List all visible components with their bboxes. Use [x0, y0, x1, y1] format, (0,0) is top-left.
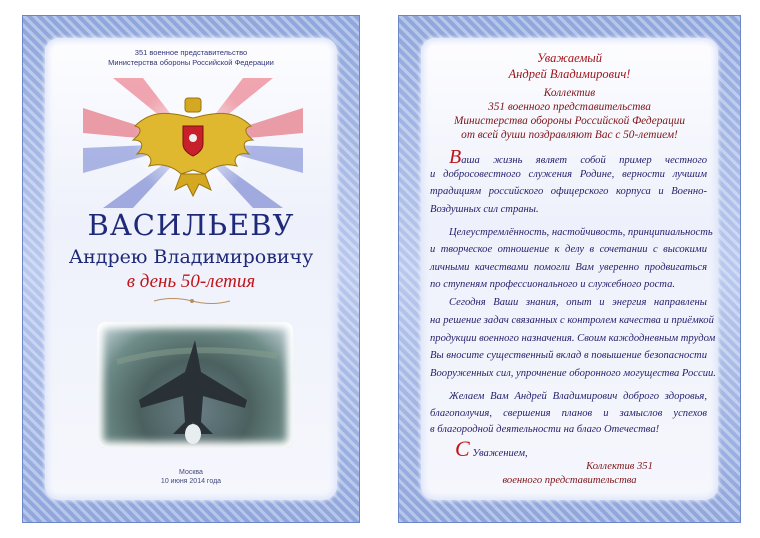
- intro: [399, 86, 740, 142]
- paragraph-line: Вооруженных сил, упрочнение оборонного могущества России.: [430, 368, 716, 379]
- organization-header: [23, 48, 359, 68]
- ornament-divider-icon: [152, 296, 232, 306]
- paragraph-line: и творческое отношение к делу в сочетании с высокими: [430, 244, 707, 255]
- intro-line: от всей души поздравляют Вас с 50-летием!: [461, 129, 678, 141]
- drop-cap: С: [455, 436, 470, 461]
- paragraph-line: продукции военного назначения. Своим каждодневным трудом: [430, 333, 716, 344]
- paragraph-line: [449, 146, 707, 168]
- intro-line: Министерства обороны Российской Федерации: [453, 115, 686, 127]
- city: Москва: [179, 469, 203, 476]
- salutation: [399, 50, 740, 82]
- header-line: Министерства обороны Российской Федерации: [108, 58, 274, 67]
- signature: [459, 460, 740, 488]
- paragraph-line: в благородной деятельности на благо Отечества!: [430, 424, 660, 435]
- card-letter-page: [398, 15, 741, 523]
- closing: [455, 436, 528, 461]
- paragraph-line: на решение задач связанных с контролем качества и приёмкой: [430, 315, 714, 326]
- drop-cap: В: [449, 146, 462, 168]
- line-text: аша жизнь являет собой пример честного: [461, 155, 707, 166]
- paragraph-line: традициям российского офицерского корпуса и Военно-: [430, 186, 707, 197]
- place-date: [23, 468, 359, 486]
- signature-line: Коллектив 351: [586, 461, 653, 472]
- paragraph-line: по ступеням профессионального и служебного роста.: [430, 279, 676, 290]
- salutation-line: Уважаемый: [536, 51, 603, 65]
- intro-line: 351 военного представительства: [488, 101, 651, 113]
- recipient-given-name: Андрею Владимировичу: [68, 246, 314, 268]
- intro-line: Коллектив: [543, 87, 596, 99]
- card-cover-page: [22, 15, 360, 523]
- recipient-surname: ВАСИЛЬЕВУ: [87, 208, 295, 242]
- paragraph-line: Сегодня Ваши знания, опыт и энергия направлены: [449, 297, 707, 308]
- closing-text: Уважением,: [472, 448, 528, 459]
- paragraph-line: личными качествами помогли Вам уверенно продвигаться: [430, 262, 707, 273]
- header-line: 351 военное представительство: [134, 48, 248, 57]
- salutation-line: Андрей Владимирович!: [508, 67, 631, 81]
- emblem-icon: [83, 78, 303, 208]
- paragraph-line: Желаем Вам Андрей Владимирович доброго здоровья,: [449, 391, 707, 402]
- jet-icon: [97, 322, 293, 448]
- paragraph-line: Воздушных сил страны.: [430, 204, 539, 215]
- paragraph-line: благополучия, свершения планов и замыслов успехов: [430, 408, 707, 419]
- signature-line: военного представительства: [502, 475, 637, 486]
- paragraph-line: и добросовестного служения Родине, верности лучшим: [430, 169, 707, 180]
- occasion-text: в день 50-летия: [126, 271, 256, 292]
- paragraph-line: Вы вносите существенный вклад в повышение безопасности: [430, 350, 707, 361]
- fighter-jet-photo: [97, 322, 293, 448]
- paragraph-line: Целеустремлённость, настойчивость, принципиальность: [449, 227, 713, 238]
- date: 10 июня 2014 года: [160, 478, 222, 485]
